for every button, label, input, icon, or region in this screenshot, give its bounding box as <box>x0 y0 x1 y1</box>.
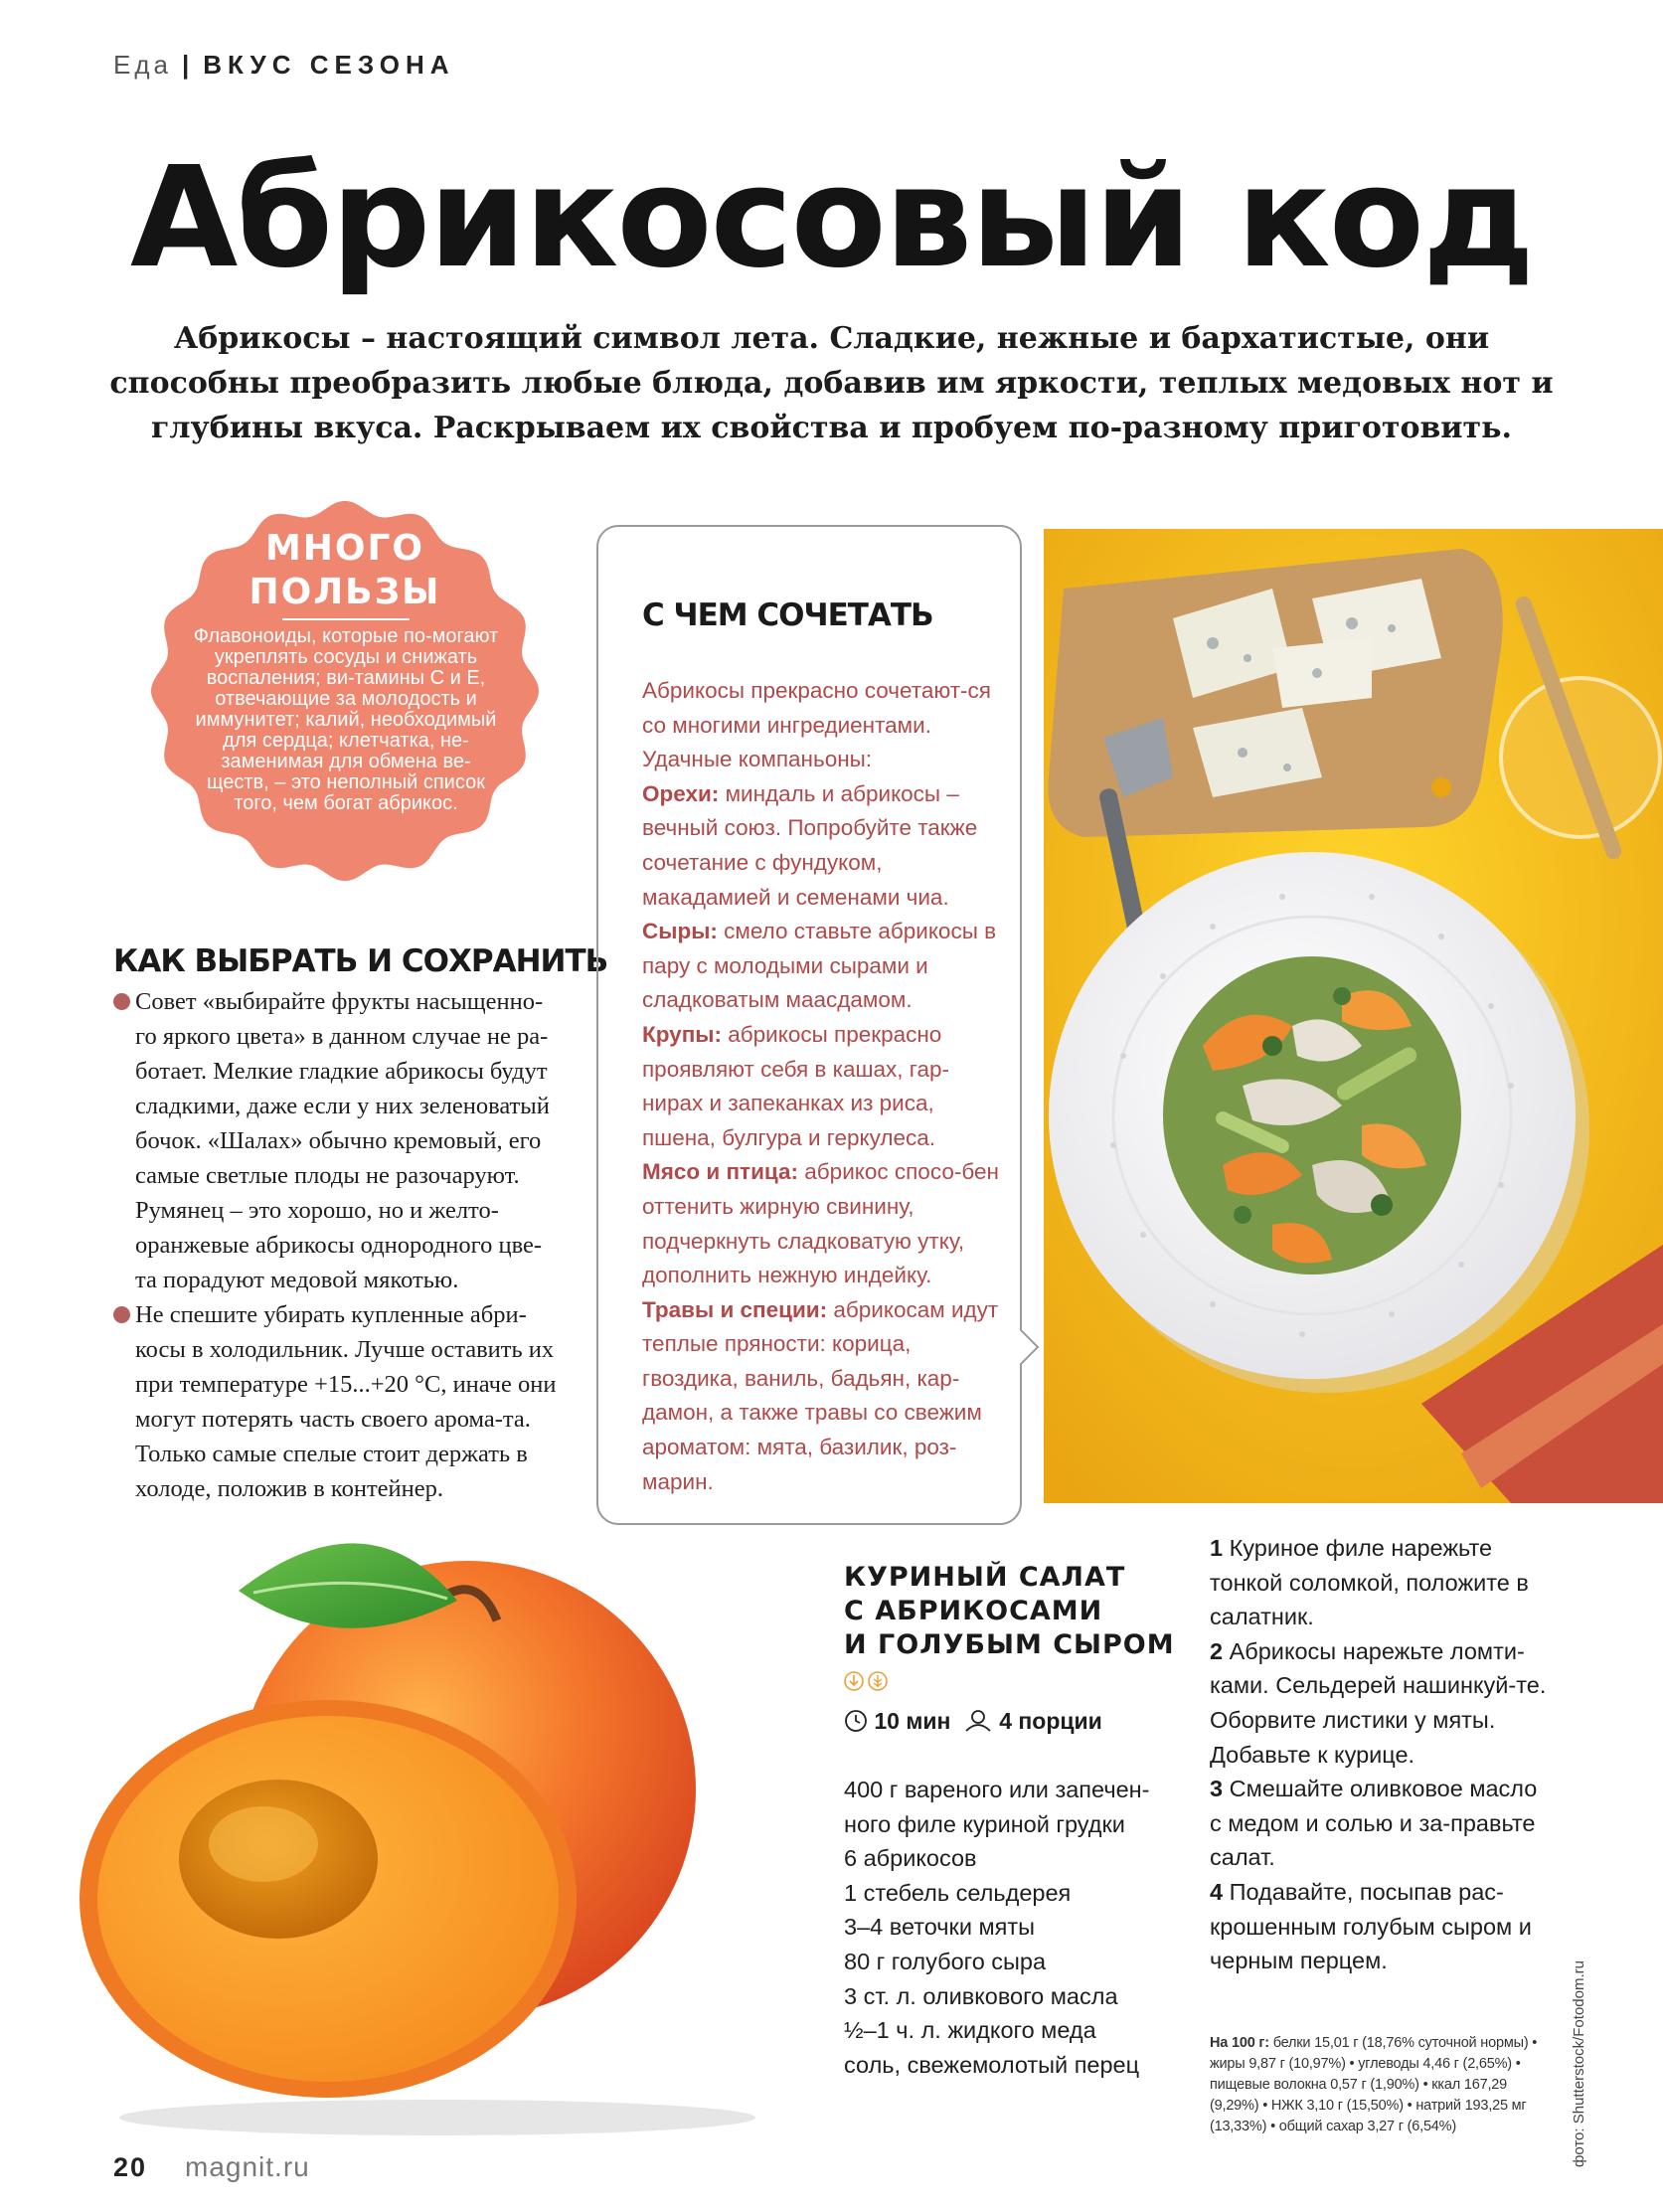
step-item: 1 Куриное филе нарежьте тонкой соломкой, положите в салатник. <box>1210 1535 1529 1630</box>
page-number: 20 <box>113 2152 148 2182</box>
choose-tips <box>113 984 561 1506</box>
photo-credit: фото: Shutterstock/Fotodom.ru <box>1571 1960 1587 2167</box>
ingredient-item: 1 стебель сельдерея <box>844 1879 1072 1906</box>
section-rubric <box>113 50 455 81</box>
step-number: 2 <box>1210 1637 1224 1664</box>
clock-icon <box>844 1709 868 1733</box>
section-label: Еда <box>113 50 172 80</box>
bullet-dot-icon <box>113 993 130 1010</box>
badge-divider <box>282 618 410 620</box>
pair-label: Сыры: <box>642 919 718 944</box>
tip-item: Совет «выбирайте фрукты насыщенно-го яркого цвета» в данном случае не ра-ботает. Мелкие гладкие абрикосы будут сладкими, даже если у них зеленоватый бочок. «Шалах» обычно кремовый, его самые светлые плоды не разочаруют. Румянец – это хорошо, но и желто-оранжевые абрикосы однородного цве-та порадуют медовой мякотью. <box>113 984 561 1297</box>
step-number: 3 <box>1210 1776 1224 1802</box>
ingredient-item: 3–4 веточки мяты <box>844 1914 1036 1941</box>
ingredient-item: соль, свежемолотый перец <box>844 2051 1140 2078</box>
rubric-label: ВКУС СЕЗОНА <box>203 50 455 80</box>
ingredient-item: 80 г голубого сыра <box>844 1948 1047 1974</box>
ingredients-list <box>844 1773 1182 2082</box>
pair-label: Травы и специи: <box>642 1296 828 1322</box>
bullet-dot-icon <box>113 1306 130 1323</box>
speech-notch <box>1003 1329 1040 1366</box>
article-lead: Абрикосы – настоящий символ лета. Сладкие, нежные и бархатистые, они способны преобразить любые блюда, добавив им яркости, теплых медовых нот и глубины вкуса. Раскрываем их свойства и пробуем по-разному приготовить. <box>109 321 1554 445</box>
pair-label: Орехи: <box>642 780 720 806</box>
combine-text: Абрикосы прекрасно сочетают-ся со многими ингредиентами. Удачные компаньоны: Орехи: миндаль и абрикосы – вечный союз. Попробуйте также сочетание с фундуком, макадамией и семенами чиа. Сыры: смело ставьте абрикосы в пару с молодыми сырами и сладковатым маасдамом. Крупы: абрикосы прекрасно проявляют себя в кашах, гар-нирах и запеканках из риса, пшена, булгура и геркулеса. Мясо и птица: абрикос спосо-бен оттенить жирную свинину, подчеркнуть сладковатую утку, дополнить нежную индейку. Травы и специи: абрикосам идут теплые пряности: корица, гвоздика, ваниль, бадьян, кар-дамон, а также травы со свежим ароматом: мята, базилик, роз-марин. <box>642 678 999 1494</box>
nutrition-label: На 100 г: <box>1210 2035 1269 2051</box>
ingredient-item: 3 ст. л. оливкового масла <box>844 1982 1118 2009</box>
recipe-title: КУРИНЫЙ САЛАТ С АБРИКОСАМИ И ГОЛУБЫМ СЫРОМ <box>844 1562 1175 1660</box>
combine-heading: С ЧЕМ СОЧЕТАТЬ <box>642 597 933 633</box>
recipe-servings: 4 порции <box>999 1707 1102 1734</box>
badge-text: Флавоноиды, которые по-могают укреплять сосуды и снижать воспаления; ви-тамины С и Е, отвечающие за молодость и иммунитет; калий, необходимый для сердца; клетчатка, не-заменимая для обмена ве-ществ, – это неполный список того, чем богат абрикос. <box>193 625 499 814</box>
ingredient-item: 6 абрикосов <box>844 1845 977 1872</box>
article-title: Абрикосовый код <box>129 137 1534 299</box>
step-number: 1 <box>1210 1535 1224 1561</box>
ingredient-item: ½–1 ч. л. жидкого меда <box>844 2017 1096 2044</box>
pair-label: Мясо и птица: <box>642 1159 799 1185</box>
badge-title: МНОГО ПОЛЬЗЫ <box>249 528 441 612</box>
apricot-photo <box>40 1511 835 2137</box>
tip-item: Не спешите убирать купленные абри-косы в холодильник. Лучше оставить их при температуре +15...+20 °С, иначе они могут потерять часть своего арома-та. Только самые спелые стоит держать в холоде, положив в контейнер. <box>113 1297 561 1506</box>
combine-box <box>596 525 1022 1525</box>
recipe-time: 10 мин <box>874 1707 951 1734</box>
diet-icons <box>844 1670 896 1697</box>
wheat-free-icon <box>869 1672 887 1690</box>
recipe-meta <box>844 1702 1102 1738</box>
rubric-separator: | <box>181 50 194 80</box>
site-link[interactable]: magnit.ru <box>185 2151 310 2182</box>
step-item: 4 Подавайте, посыпав рас-крошенным голубым сыром и черным перцем. <box>1210 1878 1532 1974</box>
choose-heading: КАК ВЫБРАТЬ И СОХРАНИТЬ <box>113 943 608 979</box>
servings-icon <box>963 1709 993 1733</box>
step-item: 3 Смешайте оливковое масло с медом и солью и за-правьте салат. <box>1210 1776 1538 1871</box>
step-number: 4 <box>1210 1878 1224 1905</box>
ingredient-item: 400 г вареного или запечен-ного филе куриной грудки <box>844 1777 1150 1837</box>
pair-label: Крупы: <box>642 1021 722 1047</box>
nutrition-info: На 100 г: белки 15,01 г (18,76% суточной нормы) • жиры 9,87 г (10,97%) • углеводы 4,46 г (2,65%) • пищевые волокна 0,57 г (1,90%) • ккал 167,29 (9,29%) • НЖК 3,10 г (15,50%) • натрий 193,25 мг (13,33%) • общий сахар 3,27 г (6,54%) <box>1210 2035 1538 2134</box>
recipe-steps <box>1210 1531 1548 1978</box>
gluten-free-icon <box>845 1672 863 1690</box>
benefits-badge <box>131 487 559 895</box>
salad-photo <box>1044 529 1663 1503</box>
step-item: 2 Абрикосы нарежьте ломти-ками. Сельдерей нашинкуй-те. Оборвите листики у мяты. Добавьте к курице. <box>1210 1637 1547 1768</box>
